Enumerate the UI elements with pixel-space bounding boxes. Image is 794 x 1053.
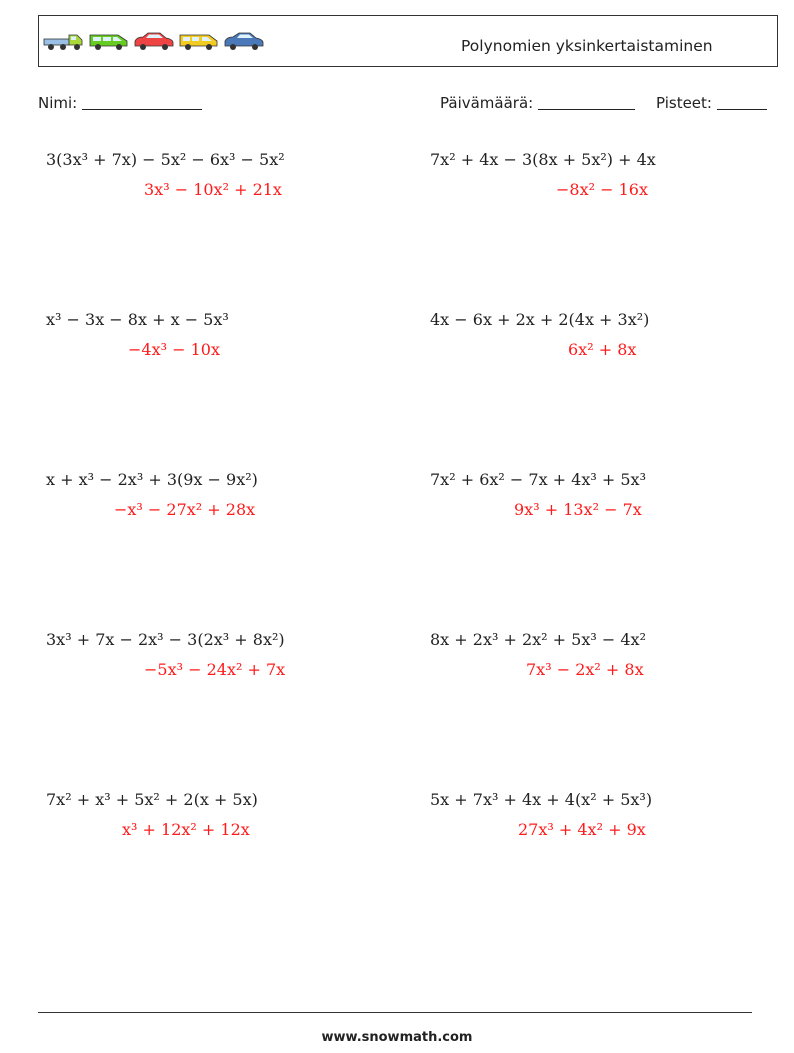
problem-10: 5x + 7x³ + 4x + 4(x² + 5x³) <box>430 790 653 809</box>
problem-9: 7x² + x³ + 5x² + 2(x + 5x) <box>46 790 258 809</box>
name-field[interactable] <box>38 94 202 112</box>
problem-4: 4x − 6x + 2x + 2(4x + 3x²) <box>430 310 650 329</box>
problem-5: x + x³ − 2x³ + 3(9x − 9x²) <box>46 470 258 489</box>
answer-8: 7x³ − 2x² + 8x <box>526 660 644 679</box>
name-label: Nimi: <box>38 94 78 112</box>
answer-1: 3x³ − 10x² + 21x <box>144 180 282 199</box>
yellow-van-icon <box>178 30 220 52</box>
score-blank[interactable] <box>717 109 767 110</box>
red-car-icon <box>133 30 175 52</box>
date-blank[interactable] <box>538 109 635 110</box>
score-label: Pisteet: <box>656 94 712 112</box>
problem-7: 3x³ + 7x − 2x³ − 3(2x³ + 8x²) <box>46 630 285 649</box>
footer-site[interactable]: www.snowmath.com <box>321 1030 473 1045</box>
answer-2: −8x² − 16x <box>556 180 648 199</box>
answer-5: −x³ − 27x² + 28x <box>114 500 256 519</box>
answer-4: 6x² + 8x <box>568 340 637 359</box>
answer-3: −4x³ − 10x <box>128 340 220 359</box>
footer-divider <box>38 1012 752 1013</box>
green-van-icon <box>88 30 130 52</box>
problem-3: x³ − 3x − 8x + x − 5x³ <box>46 310 229 329</box>
blue-car-icon <box>223 30 265 52</box>
date-field[interactable] <box>440 94 635 112</box>
truck-icon <box>43 30 85 52</box>
problem-1: 3(3x³ + 7x) − 5x² − 6x³ − 5x² <box>46 150 285 169</box>
answer-7: −5x³ − 24x² + 7x <box>144 660 286 679</box>
car-icons <box>43 30 265 54</box>
score-field[interactable] <box>656 94 767 112</box>
answer-9: x³ + 12x² + 12x <box>122 820 250 839</box>
problem-6: 7x² + 6x² − 7x + 4x³ + 5x³ <box>430 470 646 489</box>
problem-8: 8x + 2x³ + 2x² + 5x³ − 4x² <box>430 630 646 649</box>
answer-10: 27x³ + 4x² + 9x <box>518 820 646 839</box>
answer-6: 9x³ + 13x² − 7x <box>514 500 642 519</box>
date-label: Päivämäärä: <box>440 94 534 112</box>
problem-2: 7x² + 4x − 3(8x + 5x²) + 4x <box>430 150 656 169</box>
header-box <box>38 15 778 67</box>
name-blank[interactable] <box>82 109 202 110</box>
worksheet-title: Polynomien yksinkertaistaminen <box>461 37 713 55</box>
